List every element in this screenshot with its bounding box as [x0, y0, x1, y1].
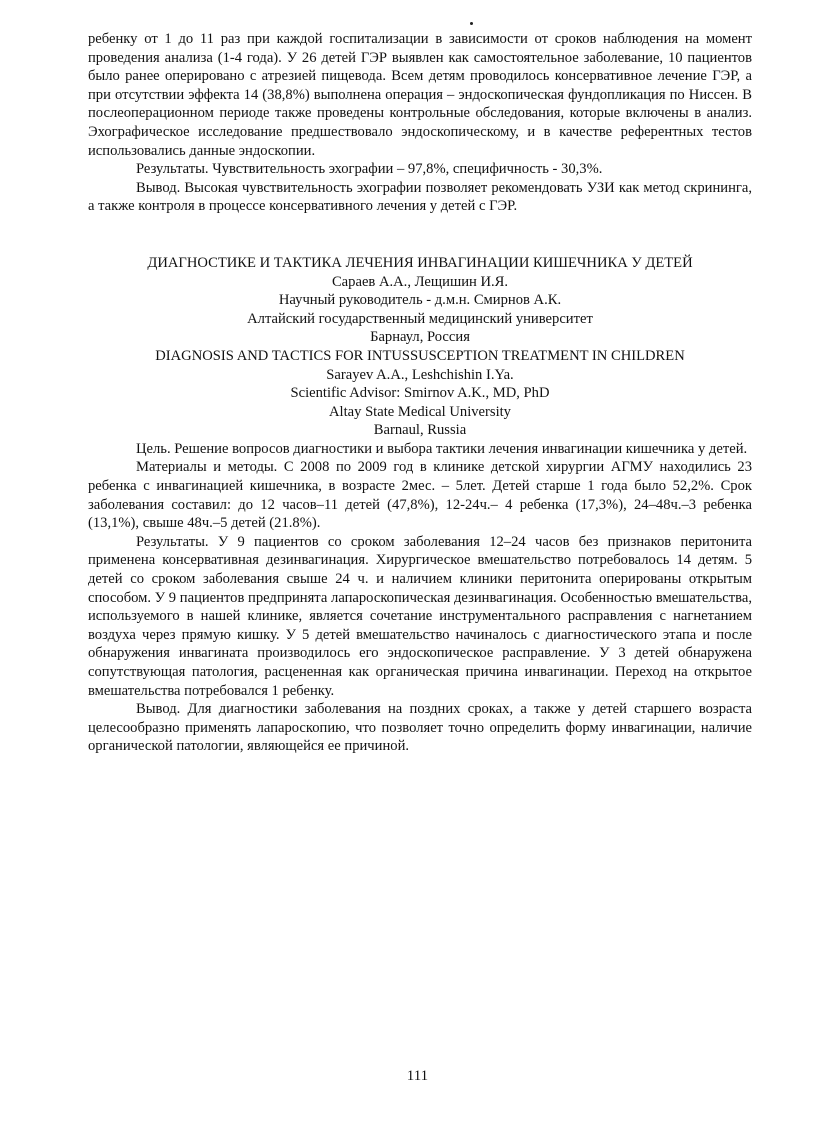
university-ru: Алтайский государственный медицинский университет [247, 310, 593, 327]
article-header [88, 254, 752, 440]
city-en: Barnaul, Russia [373, 422, 467, 439]
document-page [88, 30, 752, 756]
article-title-en: DIAGNOSIS AND TACTICS FOR INTUSSUSCEPTION TREATMENT IN CHILDREN [155, 347, 685, 364]
article-title-ru: ДИАГНОСТИКЕ И ТАКТИКА ЛЕЧЕНИЯ ИНВАГИНАЦИИ КИШЕЧНИКА У ДЕТЕЙ [147, 254, 693, 271]
article-body [88, 440, 752, 756]
previous-article-results: Результаты. Чувствительность эхографии – 97,8%, специфичность - 30,3%. [136, 161, 603, 178]
advisor-ru: Научный руководитель - д.м.н. Смирнов А.К. [278, 292, 562, 309]
university-en: Altay State Medical University [329, 403, 511, 420]
authors-en: Sarayev A.A., Leshchishin I.Ya. [326, 366, 514, 383]
city-ru: Барнаул, Россия [370, 329, 470, 346]
previous-article-conclusion: Вывод. Высокая чувствительность эхографии позволяет рекомендовать УЗИ как метод скрининга, а также контроля в процессе консервативного лечения у детей с ГЭР. [88, 179, 752, 215]
article-methods: Материалы и методы. С 2008 по 2009 год в клинике детской хирургии АГМУ находились 23 ребенка с инвагинацией кишечника, в возрасте 2мес. – 5лет. Детей старше 1 года было 52,2%. Срок заболевания составил: до 12 часов–11 детей (47,8%), 12-24ч.– 4 ребенка (17,3%), 24–48ч.–3 ребенка (13,1%), свыше 48ч.–5 детей (21.8%). [88, 459, 752, 532]
authors-ru: Сараев А.А., Лещишин И.Я. [331, 273, 509, 290]
previous-article-tail [88, 30, 752, 216]
section-spacer [88, 216, 752, 254]
article-conclusion: Вывод. Для диагностики заболевания на поздних сроках, а также у детей старшего возраста целесообразно применять лапароскопию, что позволяет точно определить форму инвагинации, наличие органической патологии, являющейся ее причиной. [88, 701, 752, 755]
article-results: Результаты. У 9 пациентов со сроком заболевания 12–24 часов без признаков перитонита применена консервативная дезинвагинация. Хирургическое вмешательство потребовалось 14 детям. 5 детей со сроком заболевания свыше 24 ч. и наличием клиники перитонита оперированы открытым способом. У 9 пациентов предпринята лапароскопическая дезинвагинация. Особенностью вмешательства, используемого в нашей клинике, является сочетание инструментального расправления с нагнетанием воздуха через прямую кишку. У 5 детей вмешательство начиналось с диагностического этапа и после обнаружения инвагината производилось его эндоскопическое расправление. У 3 детей обнаружена сопутствующая патология, расцененная как органическая причина инвагинации. Переход на открытое вмешательства потребовался 1 ребенку. [88, 533, 752, 699]
previous-article-paragraph: ребенку от 1 до 11 раз при каждой госпитализации в зависимости от сроков наблюдения на момент проведения анализа (1-4 года). У 26 детей ГЭР выявлен как самостоятельное заболевание, 10 пациентов было ранее оперировано с атрезией пищевода. Всем детям проводилось консервативное лечение ГЭР, а при отсутствии эффекта 14 (38,8%) выполнена операция – эндоскопическая фундопликация по Ниссен. В послеоперационном периоде также проведены контрольные обследования, которые включены в анализ. Эхографическое исследование предшествовало эндоскопическому, и в качестве референтных тестов использовались данные эндоскопии. [88, 31, 752, 159]
article-aim: Цель. Решение вопросов диагностики и выбора тактики лечения инвагинации кишечника у детей. [136, 440, 748, 457]
page-number: 111 [406, 1068, 429, 1084]
scan-artifact-dot [470, 22, 473, 25]
advisor-en: Scientific Advisor: Smirnov A.K., MD, PhD [290, 385, 550, 402]
